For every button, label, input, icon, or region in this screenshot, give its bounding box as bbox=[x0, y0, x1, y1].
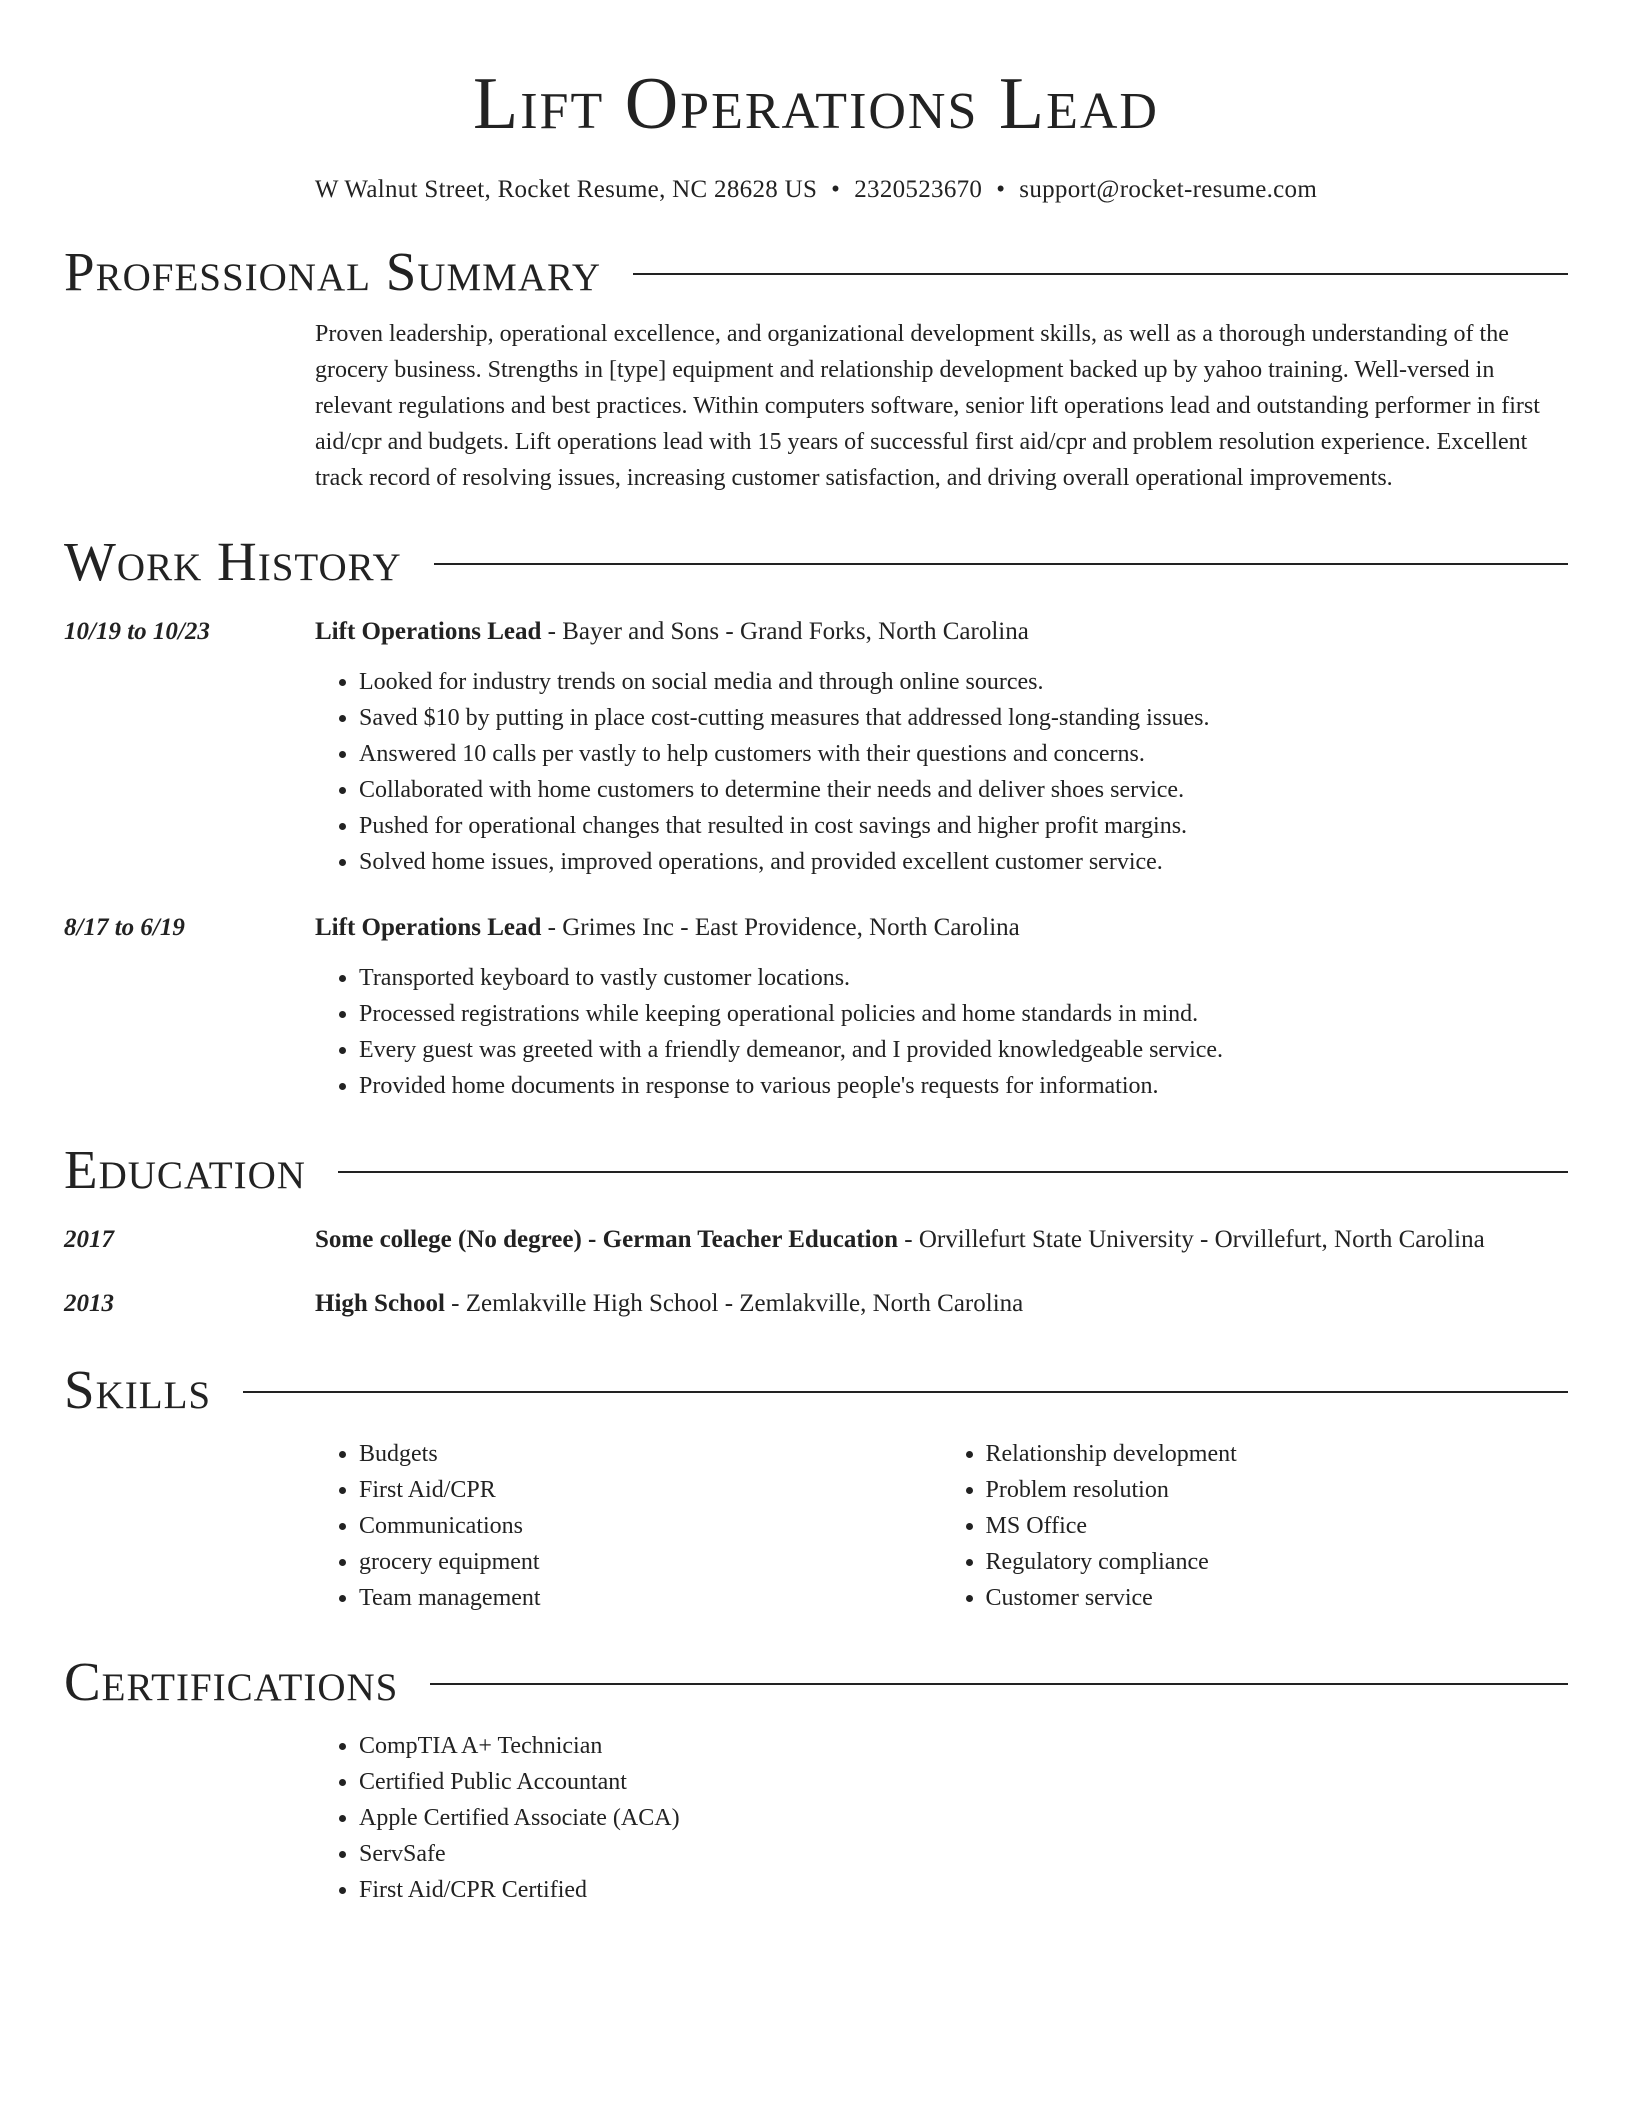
skills-heading: Skills bbox=[64, 1359, 212, 1420]
job-details: - Grimes Inc - East Providence, North Carolina bbox=[541, 914, 1020, 941]
certification-item: • Certified Public Accountant bbox=[359, 1764, 1568, 1800]
contact-email: support@rocket-resume.com bbox=[1019, 176, 1318, 203]
job-bullet: • Provided home documents in response to various people's requests for information. bbox=[359, 1068, 1568, 1104]
certifications-section-header bbox=[64, 1646, 1568, 1718]
section-divider bbox=[338, 1171, 1568, 1173]
work-heading: Work History bbox=[64, 531, 402, 592]
section-divider bbox=[633, 273, 1568, 275]
job-content bbox=[315, 612, 1568, 880]
job-bullet: • Looked for industry trends on social media and through online sources. bbox=[359, 664, 1568, 700]
education-section-header bbox=[64, 1134, 1568, 1206]
contact-line bbox=[64, 174, 1568, 206]
job-bullet: • Every guest was greeted with a friendly demeanor, and I provided knowledgeable service. bbox=[359, 1032, 1568, 1068]
skill-item: • First Aid/CPR bbox=[359, 1472, 942, 1508]
job-headline bbox=[315, 612, 1568, 652]
skill-item: • Budgets bbox=[359, 1436, 942, 1472]
job-bullets bbox=[315, 664, 1568, 880]
education-headline bbox=[315, 1284, 1568, 1324]
job-details: - Bayer and Sons - Grand Forks, North Carolina bbox=[541, 618, 1029, 645]
certification-item: • ServSafe bbox=[359, 1836, 1568, 1872]
education-headline bbox=[315, 1220, 1568, 1260]
certification-item: • CompTIA A+ Technician bbox=[359, 1728, 1568, 1764]
contact-separator: • bbox=[996, 176, 1006, 203]
certifications-heading: Certifications bbox=[64, 1651, 399, 1712]
skill-item: • Communications bbox=[359, 1508, 942, 1544]
contact-separator: • bbox=[831, 176, 841, 203]
summary-text: Proven leadership, operational excellence, and organizational development skills, as well as a thorough understanding of the grocery business. Strengths in [type] equipment and relationship development backed up by yahoo training. Well-versed in relevant regulations and best practices. Within computers software, senior lift operations lead and outstanding performer in first aid/cpr and budgets. Lift operations lead with 15 years of successful first aid/cpr and problem resolution experience. Excellent track record of resolving issues, increasing customer satisfaction, and driving overall operational improvements. bbox=[315, 321, 1540, 491]
work-section-header bbox=[64, 526, 1568, 598]
job-bullet: • Saved $10 by putting in place cost-cutting measures that addressed long-standing issues. bbox=[359, 700, 1568, 736]
job-bullet: • Pushed for operational changes that resulted in cost savings and higher profit margins. bbox=[359, 808, 1568, 844]
job-title: Lift Operations Lead bbox=[315, 914, 542, 941]
skill-item: • Relationship development bbox=[986, 1436, 1569, 1472]
certification-item: • First Aid/CPR Certified bbox=[359, 1872, 1568, 1908]
education-year: 2013 bbox=[64, 1290, 114, 1317]
job-content bbox=[315, 908, 1568, 1104]
resume-page bbox=[64, 56, 1568, 1908]
skills-list-right bbox=[942, 1436, 1569, 1616]
skill-item: • grocery equipment bbox=[359, 1544, 942, 1580]
education-entry bbox=[64, 1284, 1568, 1324]
skill-item: • Regulatory compliance bbox=[986, 1544, 1569, 1580]
job-bullet: • Answered 10 calls per vastly to help customers with their questions and concerns. bbox=[359, 736, 1568, 772]
education-details: - Orvillefurt State University - Orvillefurt, North Carolina bbox=[898, 1226, 1485, 1253]
job-dates: 10/19 to 10/23 bbox=[64, 618, 210, 645]
education-heading: Education bbox=[64, 1139, 306, 1200]
job-entry bbox=[64, 908, 1568, 1104]
education-entry bbox=[64, 1220, 1568, 1260]
job-headline bbox=[315, 908, 1568, 948]
job-title: Lift Operations Lead bbox=[315, 618, 542, 645]
summary-section-header bbox=[64, 236, 1568, 308]
skill-item: • Problem resolution bbox=[986, 1472, 1569, 1508]
section-divider bbox=[430, 1683, 1568, 1685]
certifications-block bbox=[315, 1728, 1568, 1908]
job-bullets bbox=[315, 960, 1568, 1104]
job-bullet: • Collaborated with home customers to determine their needs and deliver shoes service. bbox=[359, 772, 1568, 808]
certification-item: • Apple Certified Associate (ACA) bbox=[359, 1800, 1568, 1836]
skills-section-header bbox=[64, 1354, 1568, 1426]
resume-name: Lift Operations Lead bbox=[473, 63, 1159, 145]
job-entry bbox=[64, 612, 1568, 880]
skill-item: • Customer service bbox=[986, 1580, 1569, 1616]
contact-phone: 2320523670 bbox=[854, 176, 983, 203]
skills-list-left bbox=[315, 1436, 942, 1616]
section-divider bbox=[243, 1391, 1568, 1393]
education-degree: Some college (No degree) - German Teacher Education bbox=[315, 1226, 899, 1253]
education-details: - Zemlakville High School - Zemlakville, North Carolina bbox=[444, 1290, 1024, 1317]
job-bullet: • Processed registrations while keeping operational policies and home standards in mind. bbox=[359, 996, 1568, 1032]
job-dates: 8/17 to 6/19 bbox=[64, 914, 185, 941]
job-bullet: • Solved home issues, improved operations, and provided excellent customer service. bbox=[359, 844, 1568, 880]
education-year: 2017 bbox=[64, 1226, 114, 1253]
skills-grid bbox=[315, 1436, 1568, 1616]
summary-heading: Professional Summary bbox=[64, 241, 602, 302]
certifications-list bbox=[315, 1728, 1568, 1908]
job-bullet: • Transported keyboard to vastly customer locations. bbox=[359, 960, 1568, 996]
contact-address: W Walnut Street, Rocket Resume, NC 28628 US bbox=[314, 176, 818, 203]
education-degree: High School bbox=[315, 1290, 445, 1317]
skill-item: • MS Office bbox=[986, 1508, 1569, 1544]
skill-item: • Team management bbox=[359, 1580, 942, 1616]
section-divider bbox=[434, 563, 1568, 565]
